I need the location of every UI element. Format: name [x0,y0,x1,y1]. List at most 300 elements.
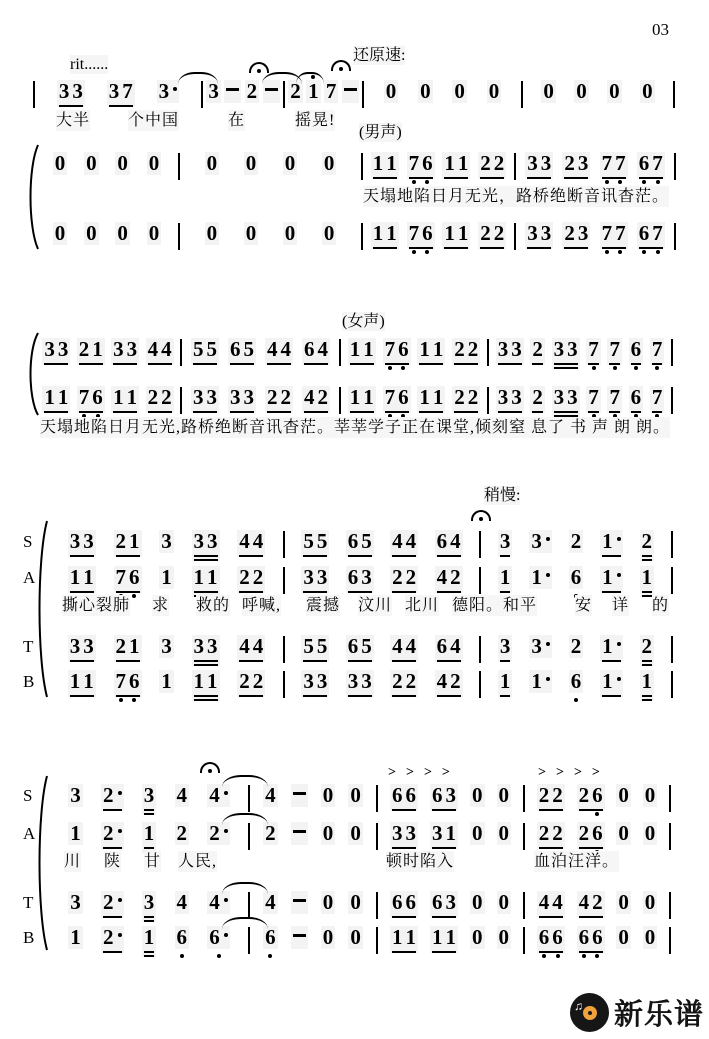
note-group-digits [194,670,218,693]
note: 2 [267,385,278,409]
note-group-digits [602,222,626,245]
beam-underline [602,247,626,249]
note-group [321,891,336,914]
measure [525,784,669,811]
note-group-digits [148,338,172,361]
beam-underline [79,363,103,365]
note: 1 [531,670,550,693]
note-group [435,670,463,697]
note-group-digits [209,891,228,914]
dash-note [293,899,306,902]
beam-underline [148,411,172,413]
note-group [616,784,631,807]
note: 2 [564,221,575,245]
note-group [192,635,220,666]
note: 3 [193,385,204,409]
note: 6 [436,529,448,553]
note: 2 [467,337,479,361]
beam-underline [304,363,328,365]
note-group [115,222,130,245]
note-group [607,80,622,103]
note: 0 [420,79,431,103]
beam-underline [588,411,599,413]
note: 7 [409,222,420,245]
note-group [237,530,265,557]
measure [36,222,178,245]
accent-marks: >>>> [538,765,610,780]
note: 4 [405,634,417,658]
beam-underline [144,916,155,918]
note-group [77,386,105,413]
note-group [496,386,524,413]
lyric-text: 陕 [104,853,122,870]
fermata-icon [249,62,269,73]
beam-underline [392,591,416,593]
beam-underline [303,660,327,662]
note-group-digits [609,386,620,409]
measure [341,386,487,413]
note-group [348,784,363,807]
barline [669,785,671,812]
lyric-text: 血泊汪洋。 [534,853,620,870]
augmentation-dot [617,677,621,681]
note-group-digits [144,891,155,914]
note-group-digits [70,822,81,845]
note-group-digits [324,152,335,175]
note-group-digits [209,926,228,949]
note-group [291,891,308,914]
beam-underline [194,591,218,593]
note-group [114,530,142,557]
measure [35,80,201,107]
note: 0 [454,79,465,103]
note-group-digits [602,670,621,693]
measure [250,891,376,914]
beam-underline [392,660,416,662]
note-group [192,670,220,701]
note-group-digits [293,784,306,807]
note-group-digits [499,822,510,845]
note-group-digits [409,152,433,175]
note: 3 [553,337,565,361]
accent-marks: >>>> [388,765,460,780]
note: 3 [577,221,589,245]
note-group-digits [209,784,228,807]
note: 2 [405,565,417,589]
note-group [371,152,399,179]
note: 3 [161,529,172,553]
note-group [301,635,329,662]
beam-underline [602,555,621,557]
note: 2 [578,783,590,807]
note-group [643,891,658,914]
note: 5 [361,529,372,553]
note: 1 [457,221,469,245]
note: 2 [570,634,582,658]
note: 7 [385,386,396,409]
note-group-digits [639,222,663,245]
note-group-digits [70,670,94,693]
note-group [470,784,485,807]
note: 1 [83,669,94,693]
note: 6 [92,386,103,409]
note-group-digits [70,566,94,589]
note-group [101,891,124,918]
note: 1 [161,669,172,693]
note-group [101,926,124,953]
lyric-text: 汶川 [358,597,393,614]
note: 2 [161,385,172,409]
note: 6 [129,670,140,693]
note: 2 [239,669,250,693]
beam-underline [639,247,663,249]
measure [363,152,514,179]
note-group [175,891,190,914]
note: 6 [347,565,359,589]
measure [481,635,671,666]
low-octave-dot [268,954,272,958]
beam-underline [539,951,563,953]
note-group-digits [350,891,361,914]
measure [182,386,339,413]
lyric-text: 的 [652,597,670,614]
note: 3 [207,634,218,658]
low-octave-dot [595,954,599,958]
measure [489,338,671,369]
note-group-digits [70,635,94,658]
note-group [301,566,329,593]
note-group-digits [265,926,276,949]
note-group-digits [194,635,218,658]
beam-underline [267,411,291,413]
measure [523,80,673,103]
beam-underline [579,951,603,953]
note-group-digits [532,338,543,361]
note-group [159,566,174,589]
note-group-digits [303,566,327,589]
measure [363,222,514,249]
note-group [84,152,99,175]
note-group-digits [602,566,621,589]
note-group-digits [267,338,291,361]
note-group-digits [323,891,334,914]
note: 4 [265,783,276,807]
note-group-digits [392,822,416,845]
augmentation-dot [617,537,621,541]
note-group [159,530,174,553]
measure [481,670,671,701]
note-group [142,926,157,957]
note: 3 [540,151,552,175]
note-group-digits [500,635,511,658]
beam-underline [432,951,456,953]
measure [50,635,283,666]
note-group-digits [531,530,550,553]
page-number: 03 [652,20,669,39]
note: 2 [103,926,122,949]
note: 3 [83,529,94,553]
note: 6 [405,890,416,914]
note-group [616,891,631,914]
music-note-icon: ♫ [574,999,583,1013]
beam-underline [444,247,468,249]
part-label: A [23,824,36,843]
measure [50,784,248,815]
note-group [607,386,622,413]
measure [525,891,669,918]
note: 4 [392,529,403,553]
note-group [537,822,565,849]
note-group-digits [193,338,217,361]
note-group [577,784,605,811]
augmentation-dot [118,791,122,795]
low-octave-dot [634,366,638,370]
note: 6 [392,890,403,914]
note-group [569,670,584,693]
note: 0 [148,151,160,175]
augmentation-dot [118,933,122,937]
note: 3 [316,669,328,693]
note: 0 [54,151,66,175]
note-group-digits [55,152,66,175]
note-group-digits [602,530,621,553]
note: 1 [602,566,621,589]
note-group-digits [392,784,416,807]
note-group-digits [539,926,563,949]
note-group-digits [392,635,416,658]
measure [489,386,671,417]
note: 0 [472,783,483,807]
beam-underline [230,363,254,365]
note-group-digits [437,635,461,658]
note-group [324,80,339,103]
beam-underline [480,177,504,179]
note-group-digits [144,784,155,807]
measure [516,152,674,179]
beam-underline [392,916,416,918]
note: 3 [161,634,172,658]
note: 0 [644,783,656,807]
beam-underline [70,555,94,557]
note: 3 [108,79,120,103]
barline [671,387,673,414]
note-group-digits [303,530,327,553]
note-group-digits [177,891,188,914]
note: 4 [436,669,448,693]
notation-row [50,926,671,957]
note-group [301,670,329,697]
barline [669,892,671,919]
note: 2 [467,385,479,409]
note: 7 [609,338,620,361]
note: 1 [372,151,384,175]
beam-underline [116,660,140,662]
note-group [390,891,418,918]
note-group-digits [267,386,291,409]
note: 0 [644,890,656,914]
note-group [552,338,580,369]
note-group [321,784,336,807]
note-group [114,635,142,662]
beam-underline [480,247,504,249]
note-group [321,926,336,949]
note: 0 [350,783,361,807]
note-group-digits [499,891,510,914]
note-group [68,784,83,807]
beam-underline [116,555,140,557]
note: 6 [432,783,443,807]
note: 3 [540,221,552,245]
beam-underline [144,951,155,953]
dash-note [293,792,306,795]
note: 2 [252,565,264,589]
note-group [525,152,553,179]
note: 3 [499,634,511,658]
slur-arc [222,917,268,929]
note-group [498,530,513,557]
note-group-digits [113,386,137,409]
note: 4 [578,890,590,914]
note-group-digits [579,891,603,914]
note: 2 [103,784,122,807]
note-group [68,891,83,914]
lyric-text: 北川 [405,597,440,614]
note: 1 [602,530,621,553]
note-group [442,152,470,179]
note: 2 [641,634,653,658]
note-group [577,822,605,849]
note-group-digits [539,822,563,845]
measure [481,530,671,561]
note-group [228,338,256,365]
note-group [192,530,220,561]
note-group [383,338,411,365]
note: 4 [209,784,228,807]
part-label: S [23,532,33,551]
measure [378,784,523,811]
note: 0 [323,151,335,175]
note: 0 [322,925,334,949]
note-group [390,635,418,662]
note-group [68,635,96,662]
note: 1 [531,566,550,589]
note-group-digits [500,530,511,553]
note-group [577,891,605,918]
measure [50,566,283,597]
augmentation-dot [173,87,177,91]
notation-row [33,80,675,108]
note: 7 [116,566,127,589]
beam-underline [602,177,626,179]
note-group [146,386,174,413]
beam-underline [303,555,327,557]
part-label: S [23,786,33,805]
lyric-text: 大半 [56,112,91,129]
augmentation-dot [617,642,621,646]
note: 1 [308,80,319,103]
note-group [390,926,418,953]
note: 2 [480,221,491,245]
note: 0 [609,79,620,103]
note-group [191,386,219,413]
note-group [640,635,655,666]
low-octave-dot [217,954,221,958]
note-group-digits [350,338,374,361]
low-octave-dot [425,180,429,184]
note: 1 [207,565,218,589]
slur-arc [222,813,268,825]
vinyl-record-icon [570,993,609,1032]
note-group-digits [437,530,461,553]
note: 0 [245,221,257,245]
notation-row [36,152,676,180]
beam-underline [437,660,461,662]
note: 0 [284,221,296,245]
note-group-digits [385,338,409,361]
note-group-digits [588,338,599,361]
beam-underline [642,595,653,597]
tempo-mark: 还原速: [353,47,406,64]
note-group [390,784,418,811]
lyric-text: 撕心裂肺 [62,597,131,614]
note: 3 [511,337,522,361]
note: 3 [567,337,578,361]
note-group-digits [116,670,140,693]
note: 3 [113,337,124,361]
note-group-digits [571,566,582,589]
note-group-digits [392,891,416,914]
beam-underline [144,813,155,815]
note: 3 [126,337,138,361]
note: 3 [361,669,372,693]
note-group [390,822,418,849]
note: 4 [209,891,228,914]
measure [50,926,248,957]
notation-row [36,338,673,369]
note: 4 [436,565,448,589]
note-group [291,822,308,845]
note-group-digits [70,530,94,553]
note: 2 [239,565,250,589]
note-group [435,530,463,557]
beam-underline [194,660,218,662]
note: 6 [422,222,433,245]
note: 0 [385,79,397,103]
measure [285,635,479,662]
note-group-digits [230,338,254,361]
note-group-digits [618,822,629,845]
note-group-digits [499,926,510,949]
beam-underline [373,247,397,249]
beam-underline [239,555,263,557]
note-group [569,566,584,589]
measure [180,152,361,175]
beam-underline [113,363,137,365]
low-octave-dot [412,180,416,184]
note: 4 [252,529,264,553]
note-group-digits [239,530,263,553]
note: 5 [243,337,254,361]
lyric-text: 甘 [144,853,162,870]
note-group [600,566,623,593]
note: 2 [392,669,403,693]
note-group-digits [344,80,357,103]
note-group [643,926,658,949]
note-group-digits [500,670,511,693]
note: 0 [618,821,629,845]
note: 7 [325,79,337,103]
note-group-digits [103,822,122,845]
